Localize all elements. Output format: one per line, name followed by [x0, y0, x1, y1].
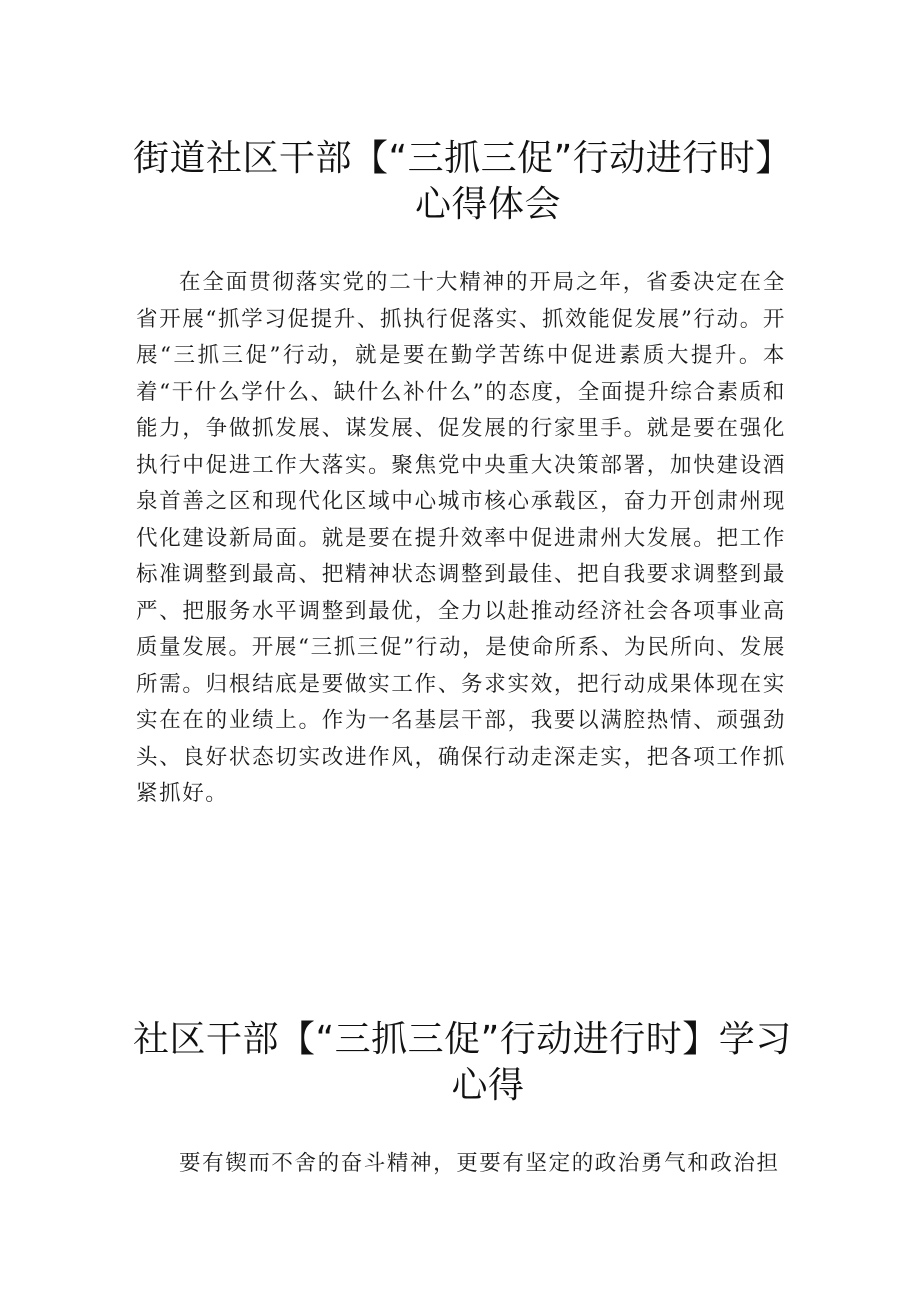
section-1-title-line-2: 心得体会 [414, 184, 561, 225]
section-2-paragraph: 要有锲而不舍的奋斗精神，更要有坚定的政治勇气和政治担 [179, 1151, 780, 1176]
section-1-title [100, 136, 820, 228]
section-2-title-line-1: 社区干部【“三抓三促”行动进行时】学习 [133, 1019, 792, 1060]
section-1-title-line-1: 街道社区干部【“三抓三促”行动进行时】 [133, 138, 792, 179]
section-1-paragraph: 在全面贯彻落实党的二十大精神的开局之年，省委决定在全省开展“抓学习促提升、抓执行促落实、抓效能促发展”行动。开展“三抓三促”行动，就是要在勤学苦练中促进素质大提升。本着“干什么学什么、缺什么补什么”的态度，全面提升综合素质和能力，争做抓发展、谋发展、促发展的行家里手。就是要在强化执行中促进工作大落实。聚焦党中央重大决策部署，加快建设酒泉首善之区和现代化区域中心城市核心承载区，奋力开创肃州现代化建设新局面。就是要在提升效率中促进肃州大发展。把工作标准调整到最高、把精神状态调整到最佳、把自我要求调整到最严、把服务水平调整到最优，全力以赴推动经济社会各项事业高质量发展。开展“三抓三促”行动，是使命所系、为民所向、发展所需。归根结底是要做实工作、务求实效，把行动成果体现在实实在在的业绩上。作为一名基层干部，我要以满腔热情、顽强劲头、良好状态切实改进作风，确保行动走深走实，把各项工作抓紧抓好。 [136, 270, 786, 806]
section-2-title [100, 1017, 820, 1109]
section-2-title-line-2: 心得 [451, 1065, 525, 1106]
